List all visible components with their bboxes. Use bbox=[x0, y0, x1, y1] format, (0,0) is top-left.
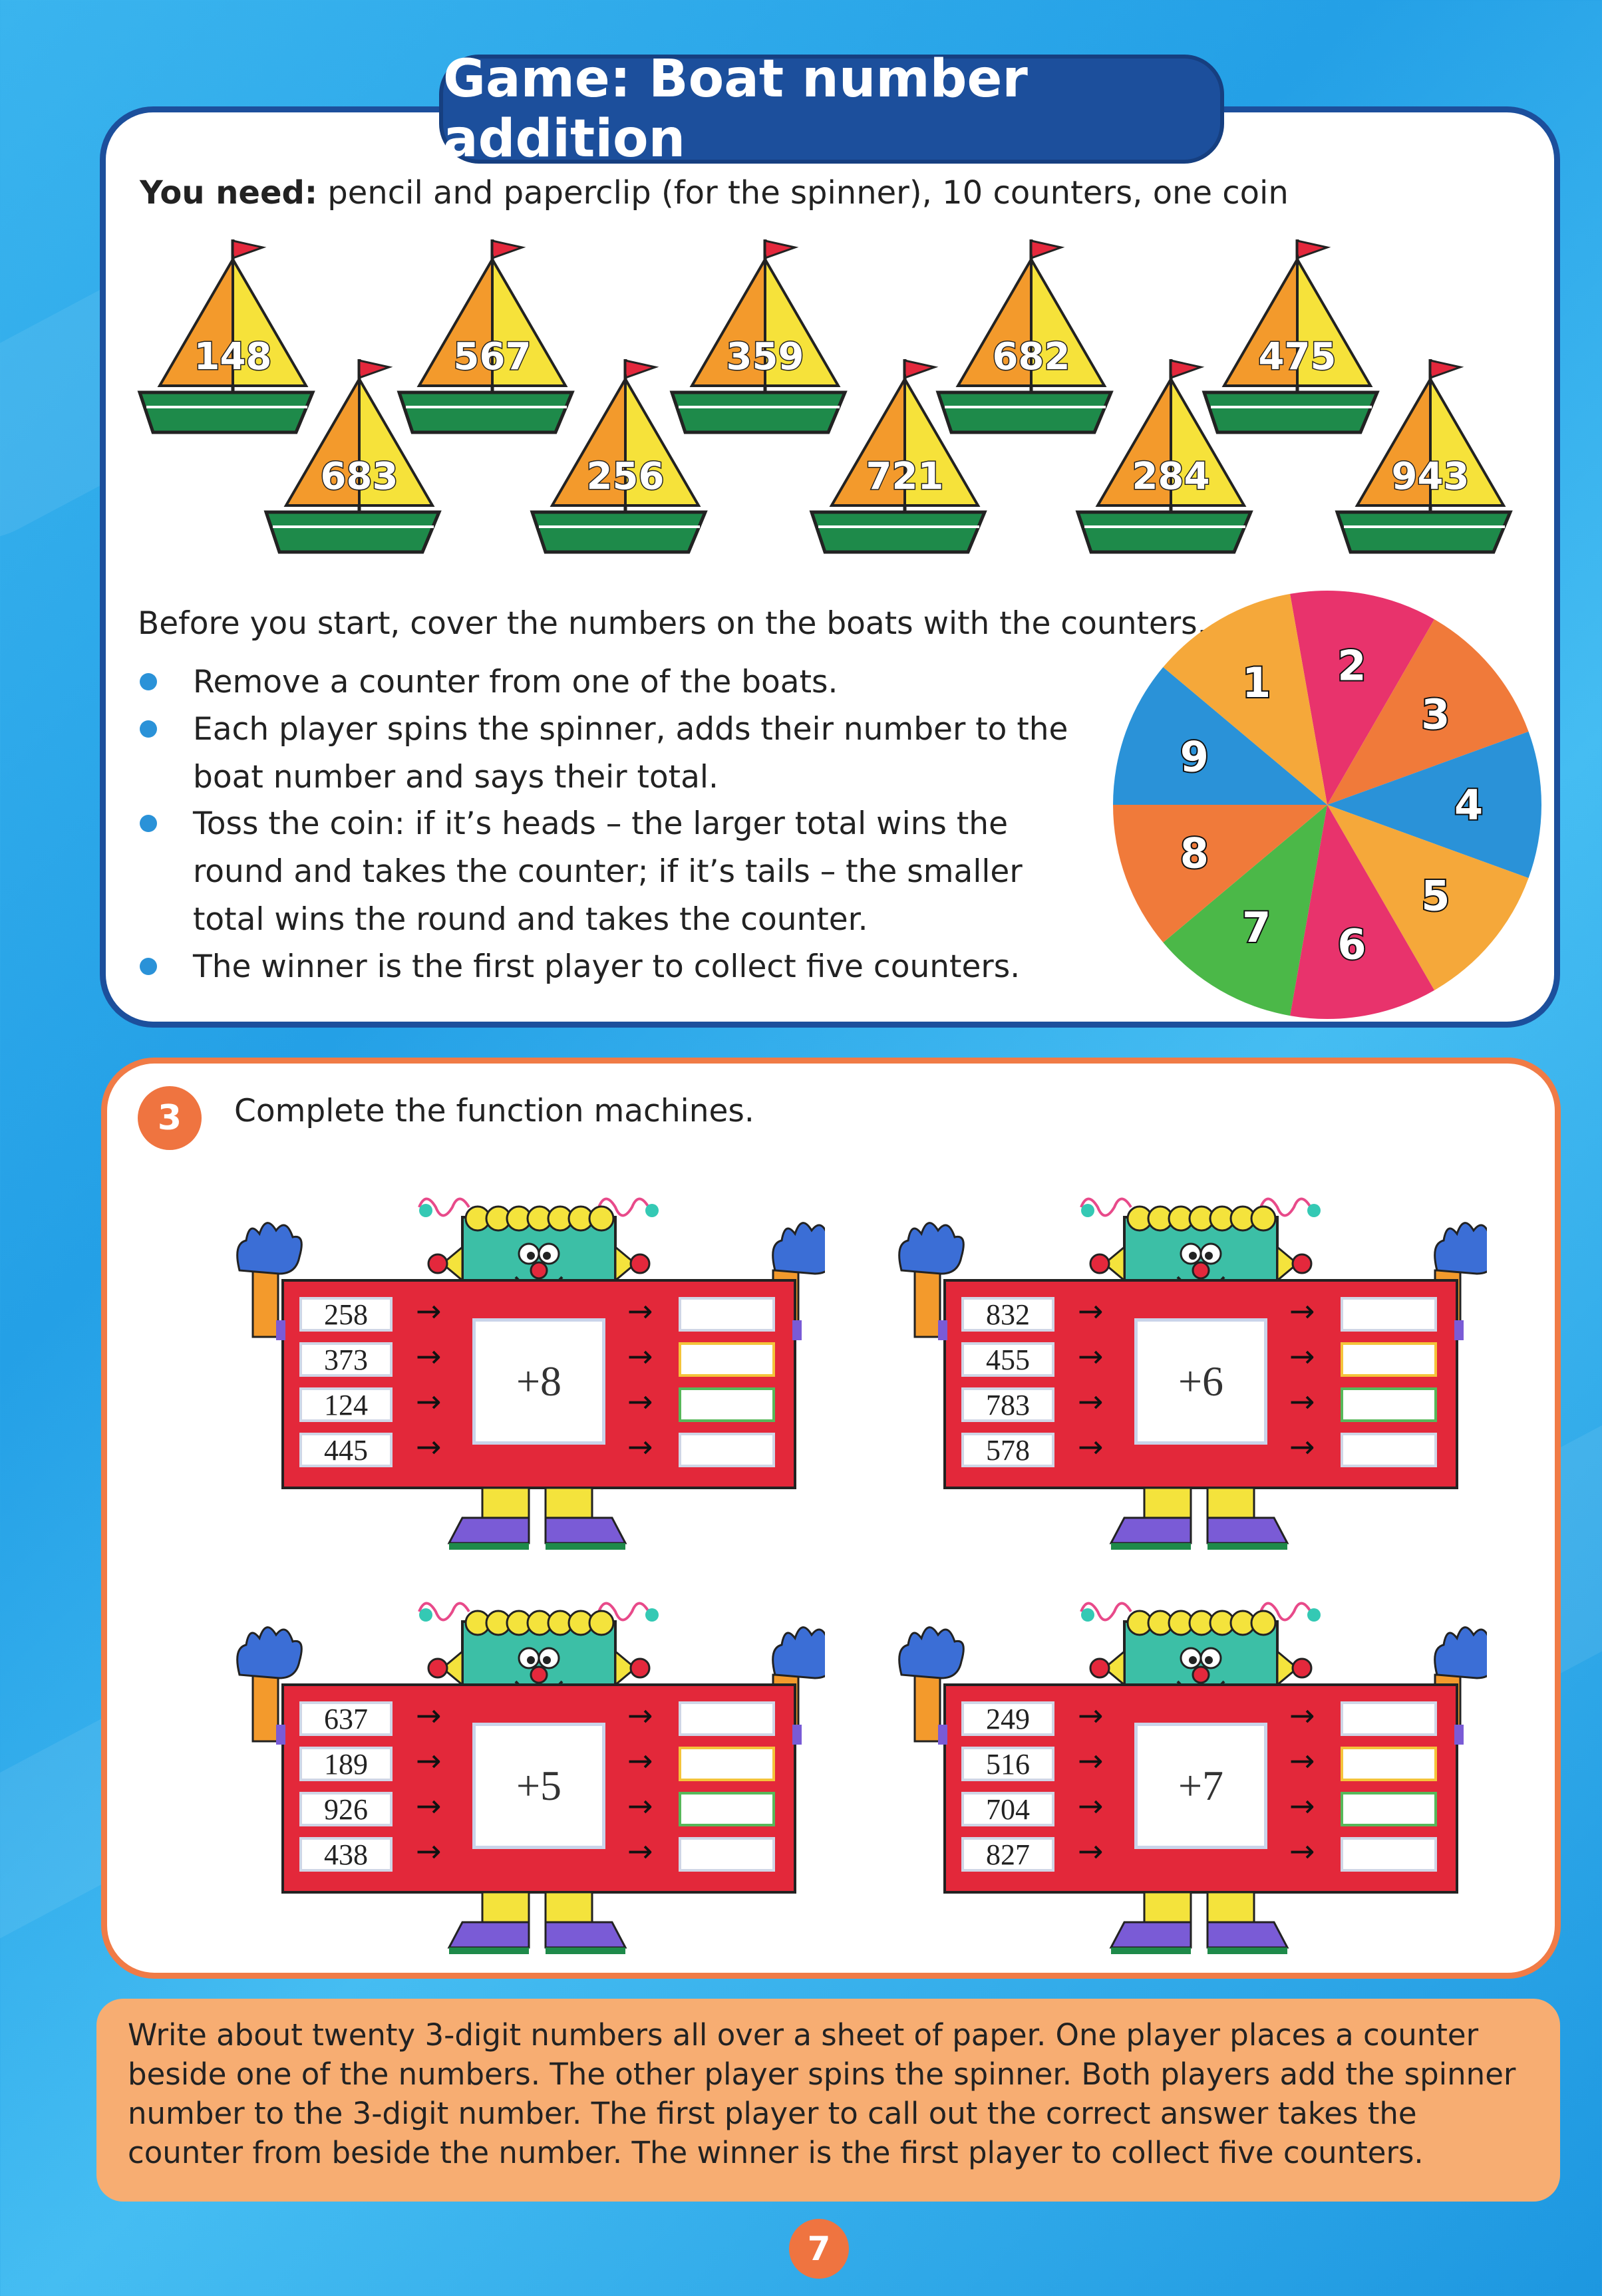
spinner-number: 8 bbox=[1180, 829, 1209, 878]
arrow-right-icon: → bbox=[627, 1429, 653, 1465]
spinner-number: 2 bbox=[1337, 641, 1366, 690]
answer-box[interactable] bbox=[1341, 1747, 1437, 1781]
answer-box[interactable] bbox=[1341, 1342, 1437, 1377]
boat-number: 683 bbox=[320, 455, 399, 498]
function-machine bbox=[226, 1171, 825, 1570]
arrow-right-icon: → bbox=[416, 1383, 442, 1419]
arrow-right-icon: → bbox=[627, 1833, 653, 1869]
arrow-right-icon: → bbox=[1289, 1429, 1315, 1465]
input-number: 445 bbox=[299, 1433, 393, 1467]
arrow-right-icon: → bbox=[416, 1697, 442, 1733]
boat-number: 148 bbox=[194, 335, 272, 378]
operation-box: +7 bbox=[1134, 1723, 1267, 1849]
function-machine bbox=[226, 1575, 825, 1974]
boat bbox=[399, 239, 572, 432]
input-number: 249 bbox=[961, 1701, 1054, 1736]
arrow-right-icon: → bbox=[627, 1697, 653, 1733]
bullet-dot bbox=[140, 720, 157, 738]
spinner-number: 7 bbox=[1242, 903, 1271, 952]
arrow-right-icon: → bbox=[627, 1743, 653, 1779]
function-machine bbox=[888, 1171, 1487, 1570]
arrow-right-icon: → bbox=[1078, 1383, 1104, 1419]
answer-box[interactable] bbox=[1341, 1387, 1437, 1422]
arrow-right-icon: → bbox=[1289, 1833, 1315, 1869]
arrow-right-icon: → bbox=[627, 1338, 653, 1374]
arrow-right-icon: → bbox=[1289, 1697, 1315, 1733]
tip-text: Write about twenty 3-digit numbers all over a sheet of paper. One player places a counter beside one of the numbers. The other player spins the spinner. Both players add the spinner number to the 3-digit number. The first player to call out the correct answer takes the counter from beside the number. The winner is the first player to collect five counters. bbox=[128, 2017, 1516, 2170]
spinner-number: 4 bbox=[1454, 781, 1484, 829]
boat bbox=[1078, 359, 1251, 552]
rule-4: The winner is the first player to collect five counters. bbox=[193, 948, 1021, 985]
input-number: 258 bbox=[299, 1297, 393, 1332]
arrow-right-icon: → bbox=[1289, 1743, 1315, 1779]
answer-box[interactable] bbox=[679, 1433, 775, 1467]
operation-box: +6 bbox=[1134, 1318, 1267, 1445]
number-spinner[interactable] bbox=[1108, 585, 1547, 1024]
arrow-right-icon: → bbox=[627, 1293, 653, 1329]
rule-2: Each player spins the spinner, adds their number to the boat number and says their total. bbox=[193, 711, 1068, 795]
bullet-dot bbox=[140, 958, 157, 975]
bullet-dot bbox=[140, 673, 157, 690]
boat bbox=[1337, 359, 1510, 552]
input-number: 827 bbox=[961, 1837, 1054, 1872]
input-number: 373 bbox=[299, 1342, 393, 1377]
you-need-text: pencil and paperclip (for the spinner), 10 counters, one coin bbox=[317, 174, 1289, 212]
spinner-number: 6 bbox=[1337, 920, 1366, 969]
boats-illustration bbox=[133, 233, 1543, 579]
arrow-right-icon: → bbox=[1289, 1383, 1315, 1419]
arrow-right-icon: → bbox=[416, 1429, 442, 1465]
bullet-dot bbox=[140, 815, 157, 832]
answer-box[interactable] bbox=[679, 1792, 775, 1826]
input-number: 832 bbox=[961, 1297, 1054, 1332]
operation-box: +5 bbox=[472, 1723, 605, 1849]
input-number: 704 bbox=[961, 1792, 1054, 1826]
boat-number: 721 bbox=[866, 455, 944, 498]
input-number: 455 bbox=[961, 1342, 1054, 1377]
you-need-line bbox=[140, 174, 1289, 212]
answer-box[interactable] bbox=[679, 1342, 775, 1377]
question-text: Complete the function machines. bbox=[234, 1093, 754, 1129]
boat-number: 475 bbox=[1258, 335, 1337, 378]
arrow-right-icon: → bbox=[1078, 1833, 1104, 1869]
spinner-number: 9 bbox=[1180, 732, 1209, 782]
answer-box[interactable] bbox=[1341, 1792, 1437, 1826]
arrow-right-icon: → bbox=[1078, 1293, 1104, 1329]
answer-box[interactable] bbox=[679, 1387, 775, 1422]
arrow-right-icon: → bbox=[416, 1743, 442, 1779]
boat bbox=[140, 239, 313, 432]
function-machine bbox=[888, 1575, 1487, 1974]
arrow-right-icon: → bbox=[1078, 1743, 1104, 1779]
input-number: 124 bbox=[299, 1387, 393, 1422]
answer-box[interactable] bbox=[1341, 1837, 1437, 1872]
arrow-right-icon: → bbox=[627, 1383, 653, 1419]
boat-number: 359 bbox=[726, 335, 804, 378]
you-need-label: You need: bbox=[140, 174, 318, 212]
input-number: 438 bbox=[299, 1837, 393, 1872]
arrow-right-icon: → bbox=[1289, 1293, 1315, 1329]
arrow-right-icon: → bbox=[627, 1788, 653, 1824]
arrow-right-icon: → bbox=[1078, 1338, 1104, 1374]
input-number: 637 bbox=[299, 1701, 393, 1736]
input-number: 578 bbox=[961, 1433, 1054, 1467]
rule-1: Remove a counter from one of the boats. bbox=[193, 664, 838, 700]
operation-box: +8 bbox=[472, 1318, 605, 1445]
arrow-right-icon: → bbox=[416, 1338, 442, 1374]
input-number: 516 bbox=[961, 1747, 1054, 1781]
answer-box[interactable] bbox=[1341, 1701, 1437, 1736]
answer-box[interactable] bbox=[679, 1837, 775, 1872]
arrow-right-icon: → bbox=[1289, 1788, 1315, 1824]
answer-box[interactable] bbox=[679, 1701, 775, 1736]
arrow-right-icon: → bbox=[1078, 1429, 1104, 1465]
arrow-right-icon: → bbox=[1289, 1338, 1315, 1374]
page-number: 7 bbox=[789, 2219, 849, 2279]
arrow-right-icon: → bbox=[1078, 1788, 1104, 1824]
boat bbox=[266, 359, 439, 552]
boat bbox=[812, 359, 985, 552]
boat-number: 943 bbox=[1391, 455, 1470, 498]
input-number: 926 bbox=[299, 1792, 393, 1826]
input-number: 189 bbox=[299, 1747, 393, 1781]
rule-3: Toss the coin: if it’s heads – the larger total wins the round and takes the counter; if it’s tails – the smaller total wins the round and takes the counter. bbox=[193, 805, 1023, 938]
spinner-number: 1 bbox=[1242, 658, 1271, 707]
boat-number: 567 bbox=[453, 335, 532, 378]
boat bbox=[672, 239, 845, 432]
question-number-badge: 3 bbox=[138, 1086, 202, 1150]
boat-number: 682 bbox=[992, 335, 1070, 378]
game-title: Game: Boat number addition bbox=[439, 55, 1224, 164]
answer-box[interactable] bbox=[1341, 1433, 1437, 1467]
input-number: 783 bbox=[961, 1387, 1054, 1422]
answer-box[interactable] bbox=[679, 1747, 775, 1781]
arrow-right-icon: → bbox=[416, 1833, 442, 1869]
answer-box[interactable] bbox=[1341, 1297, 1437, 1332]
game-intro: Before you start, cover the numbers on the boats with the counters. bbox=[138, 605, 1207, 642]
boat bbox=[532, 359, 705, 552]
answer-box[interactable] bbox=[679, 1297, 775, 1332]
spinner-number: 5 bbox=[1421, 871, 1450, 921]
spinner-number: 3 bbox=[1421, 690, 1450, 739]
boat-number: 284 bbox=[1132, 455, 1210, 498]
arrow-right-icon: → bbox=[416, 1788, 442, 1824]
arrow-right-icon: → bbox=[1078, 1697, 1104, 1733]
boat-number: 256 bbox=[586, 455, 665, 498]
arrow-right-icon: → bbox=[416, 1293, 442, 1329]
boat bbox=[938, 239, 1111, 432]
boat bbox=[1204, 239, 1377, 432]
